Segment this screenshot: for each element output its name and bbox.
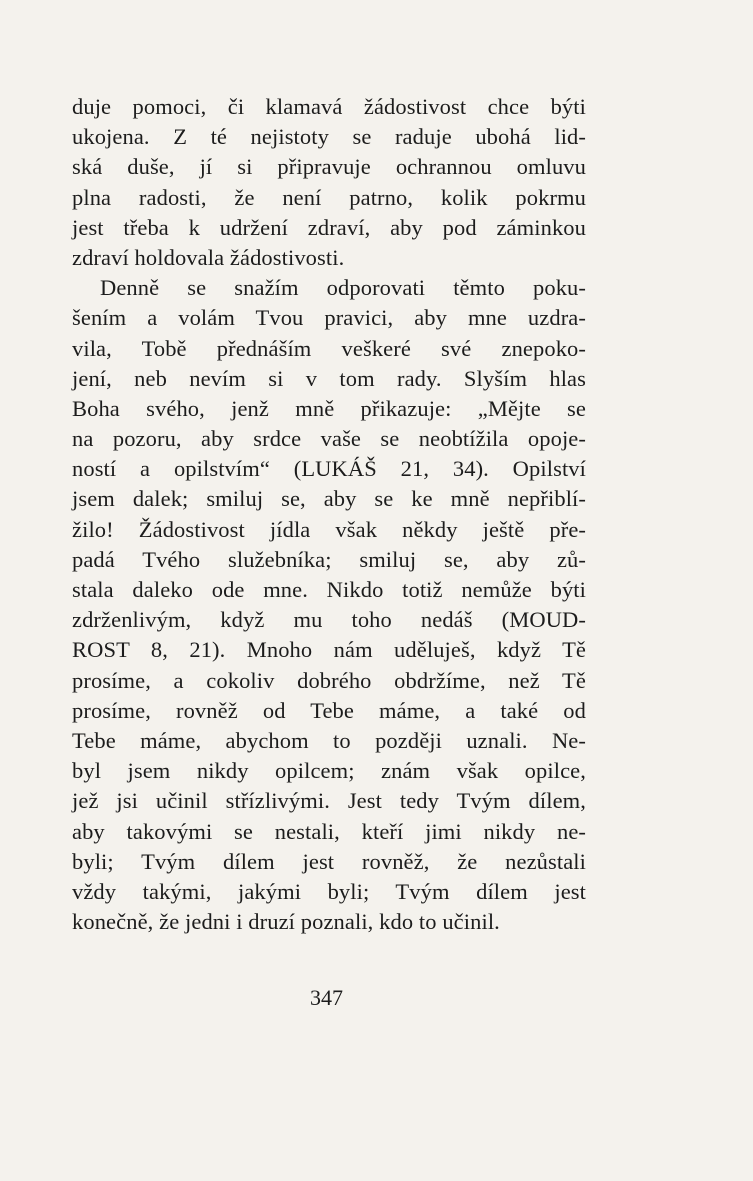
text-line: zdrženlivým, když mu toho nedáš (MOUD- [72,607,586,633]
paragraph-start-line: Denně se snažím odporovati těmto poku- [100,275,586,301]
text-line: ská duše, jí si připravuje ochrannou omluvu [72,154,586,180]
text-line: plna radosti, že není patrno, kolik pokrmu [72,184,586,210]
text-line: Tebe máme, abychom to později uznali. Ne- [72,727,586,753]
body-text [72,92,586,937]
text-line: vždy takými, jakými byli; Tvým dílem jest [72,878,586,904]
text-line: byli; Tvým dílem jest rovněž, že nezůstali [72,848,586,874]
text-line: jsem dalek; smiluj se, aby se ke mně nepřiblí- [72,486,586,512]
text-line: byl jsem nikdy opilcem; znám však opilce, [72,758,586,784]
text-line: jež jsi učinil střízlivými. Jest tedy Tvým dílem, [72,788,586,814]
text-line: Boha svého, jenž mně přikazuje: „Mějte se [72,395,586,421]
text-line: jení, neb nevím si v tom rady. Slyším hlas [72,365,586,391]
text-line: jest třeba k udržení zdraví, aby pod záminkou [72,214,586,240]
text-line: šením a volám Tvou pravici, aby mne uzdra- [72,305,586,331]
text-line: zdraví holdovala žádostivosti. [72,244,345,270]
text-line: ností a opilstvím“ (LUKÁŠ 21, 34). Opilství [72,456,586,482]
text-line: padá Tvého služebníka; smiluj se, aby zů- [72,546,586,572]
text-line: ukojena. Z té nejistoty se raduje ubohá lid- [72,124,586,150]
text-line: konečně, že jedni i druzí poznali, kdo to učinil. [72,909,500,935]
text-line: prosíme, a cokoliv dobrého obdržíme, než Tě [72,667,586,693]
page-number: 347 [310,985,343,1010]
text-line: ROST 8, 21). Mnoho nám uděluješ, když Tě [72,637,586,663]
text-line: stala daleko ode mne. Nikdo totiž nemůže býti [72,577,586,602]
text-line: žilo! Žádostivost jídla však někdy ještě pře- [72,516,586,542]
text-line: na pozoru, aby srdce vaše se neobtížila opoje- [72,426,586,452]
text-line: prosíme, rovněž od Tebe máme, a také od [72,697,586,723]
text-line: aby takovými se nestali, kteří jimi nikdy ne- [72,818,586,844]
text-line: duje pomoci, či klamavá žádostivost chce býti [72,94,586,119]
text-line: vila, Tobě přednáším veškeré své znepoko- [72,335,586,361]
